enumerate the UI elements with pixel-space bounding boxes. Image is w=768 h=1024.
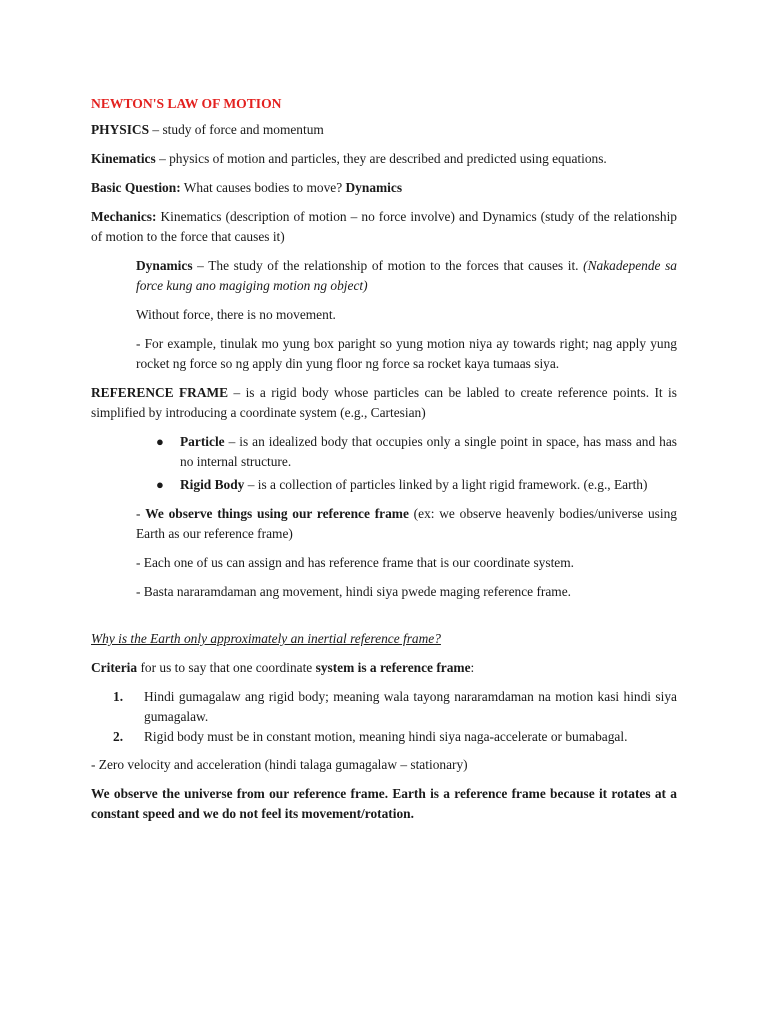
- observe-paragraph: [136, 504, 677, 544]
- bullet-text: – is a collection of particles linked by a light rigid framework. (e.g., Earth): [244, 477, 648, 492]
- kinematics-paragraph: [91, 149, 677, 169]
- bullet-icon: ●: [156, 434, 164, 449]
- each-one-paragraph: - Each one of us can assign and has reference frame that is our coordinate system.: [136, 555, 575, 570]
- criteria-label: Criteria: [91, 660, 138, 675]
- list-item: [113, 687, 677, 727]
- observe-prefix: -: [136, 506, 146, 521]
- criteria-text-mid: for us to say that one coordinate: [137, 660, 316, 675]
- basic-question-text: What causes bodies to move?: [180, 180, 346, 195]
- kinematics-text: – physics of motion and particles, they are described and predicted using equations.: [155, 151, 607, 166]
- dynamics-section: [136, 256, 677, 374]
- criteria-bold-mid: system is a reference frame: [315, 660, 471, 675]
- physics-paragraph: [91, 120, 677, 140]
- dynamics-label: Dynamics: [136, 258, 193, 273]
- list-item: [113, 727, 677, 747]
- kinematics-label: Kinematics: [91, 151, 156, 166]
- basic-question-paragraph: [91, 178, 677, 198]
- observe-section: [136, 504, 677, 602]
- reference-frame-bullets: [91, 432, 677, 495]
- reference-frame-label: REFERENCE FRAME: [91, 385, 229, 400]
- conclusion-text: We observe the universe from our reference frame. Earth is a reference frame because it rotates at a constant speed and we do not feel its movement/rotation.: [91, 786, 677, 821]
- mechanics-label: Mechanics:: [91, 209, 157, 224]
- dynamics-text: – The study of the relationship of motion to the forces that causes it.: [192, 258, 584, 273]
- list-item: [156, 432, 677, 472]
- basic-question-answer: Dynamics: [345, 180, 403, 195]
- bullet-icon: ●: [156, 477, 164, 492]
- bullet-label: Rigid Body: [180, 477, 245, 492]
- observe-text: (ex: we observe heavenly bodies/universe using Earth as our reference frame): [136, 506, 677, 541]
- bullet-text: – is an idealized body that occupies only a single point in space, has mass and has no internal structure.: [180, 434, 677, 469]
- question-heading: [91, 629, 677, 649]
- criteria-list: [91, 687, 677, 747]
- basic-question-label: Basic Question:: [91, 180, 181, 195]
- section-spacer: [91, 611, 677, 629]
- dynamics-note: (Nakadepende sa force kung ano magiging motion ng object): [136, 258, 677, 293]
- conclusion-paragraph: [91, 784, 677, 824]
- basta-paragraph: - Basta nararamdaman ang movement, hindi siya pwede maging reference frame.: [136, 584, 572, 599]
- list-item: [156, 475, 677, 495]
- item-text: Rigid body must be in constant motion, meaning hindi siya naga-accelerate or bumabagal.: [144, 729, 628, 744]
- item-number: 2.: [113, 729, 124, 744]
- mechanics-text: Kinematics (description of motion – no force involve) and Dynamics (study of the relationship of motion to the force that causes it): [91, 209, 677, 244]
- physics-label: PHYSICS: [91, 122, 150, 137]
- page-title: NEWTON'S LAW OF MOTION: [91, 96, 282, 111]
- no-force-paragraph: Without force, there is no movement.: [136, 307, 336, 322]
- question-text: Why is the Earth only approximately an inertial reference frame?: [91, 631, 441, 646]
- item-number: 1.: [113, 689, 124, 704]
- mechanics-paragraph: [91, 207, 677, 247]
- reference-frame-paragraph: [91, 383, 677, 423]
- criteria-text-end: :: [470, 660, 475, 675]
- dynamics-paragraph: [136, 256, 677, 296]
- criteria-paragraph: [91, 658, 677, 678]
- bullet-label: Particle: [180, 434, 225, 449]
- observe-bold: We observe things using our reference frame: [145, 506, 409, 521]
- zero-velocity-paragraph: - Zero velocity and acceleration (hindi talaga gumagalaw – stationary): [91, 757, 468, 772]
- reference-frame-text: – is a rigid body whose particles can be labled to create reference points. It is simplified by introducing a coordinate system (e.g., Cartesian): [91, 385, 677, 420]
- physics-text: – study of force and momentum: [149, 122, 324, 137]
- example-paragraph: - For example, tinulak mo yung box paright so yung motion niya ay towards right; nag apply yung rocket ng force so ng apply din yung floor ng force sa rocket kaya tumaas siya.: [136, 336, 677, 371]
- item-text: Hindi gumagalaw ang rigid body; meaning wala tayong nararamdaman na motion kasi hindi siya gumagalaw.: [144, 689, 677, 724]
